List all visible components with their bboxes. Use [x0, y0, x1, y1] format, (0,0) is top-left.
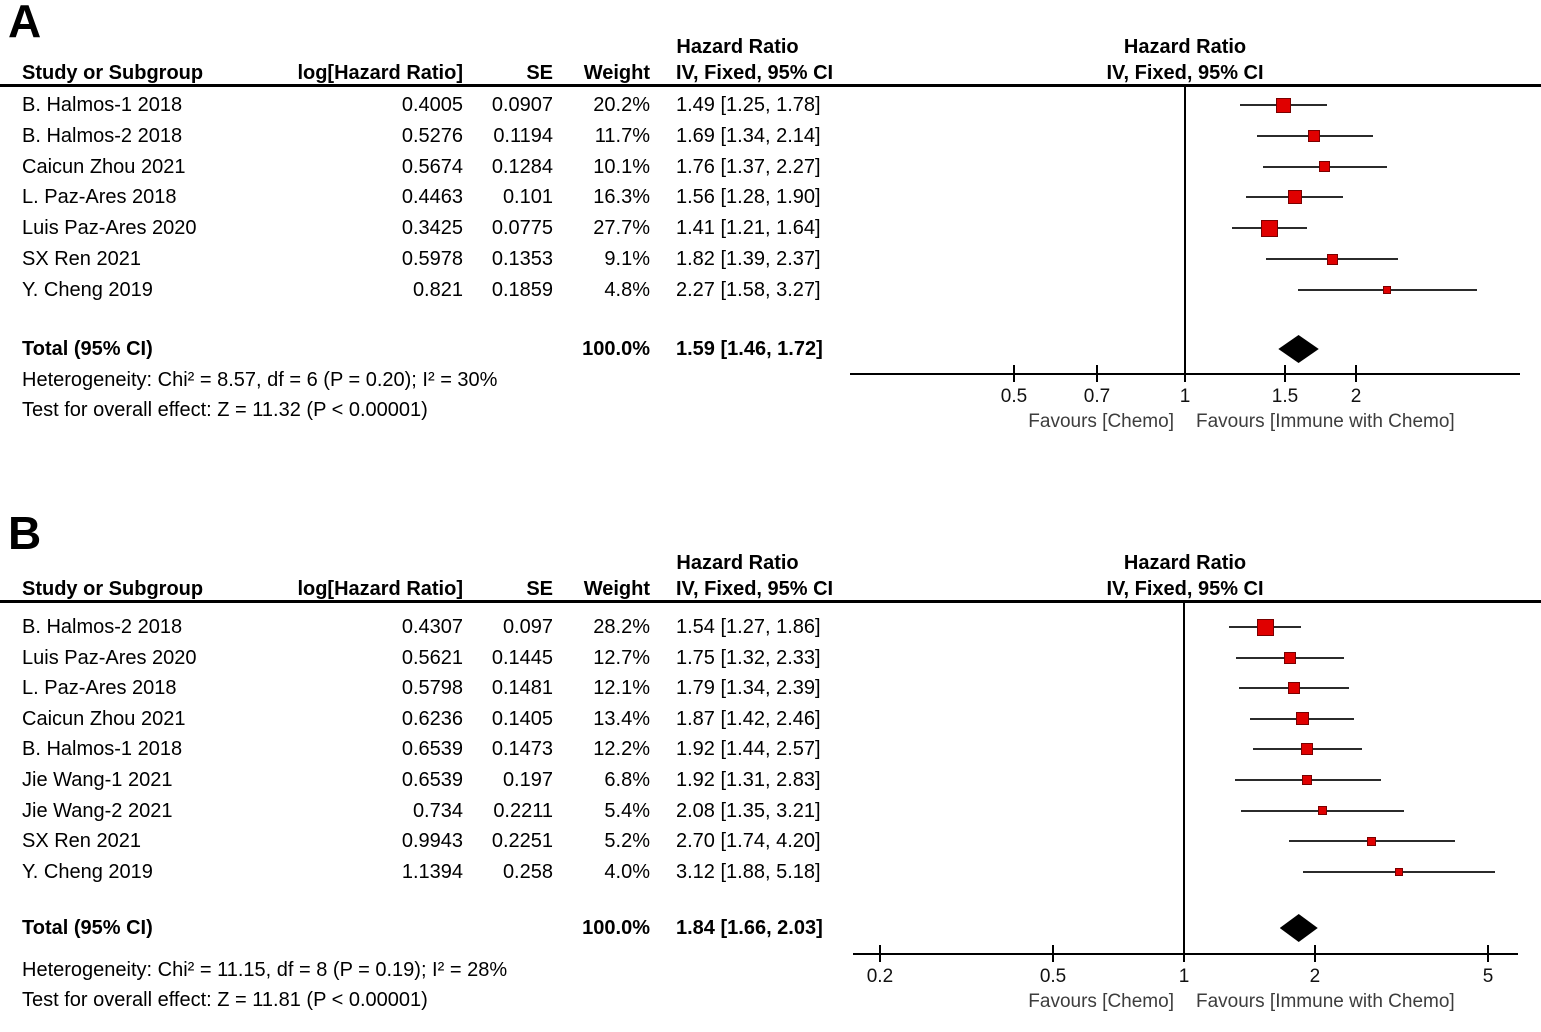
total-label: Total (95% CI) [22, 338, 153, 360]
panel-b [0, 507, 1541, 1032]
se-value: 0.2251 [491, 830, 553, 853]
ci-text: 1.92 [1.44, 2.57] [676, 738, 821, 761]
log-hr-value: 0.9943 [401, 830, 463, 853]
null-line [1183, 603, 1185, 954]
ci-text: 1.56 [1.28, 1.90] [676, 186, 821, 209]
axis-tick-label: 1.5 [1271, 386, 1299, 407]
effect-marker [1261, 220, 1278, 237]
study-name: B. Halmos-1 2018 [22, 738, 183, 761]
se-value: 0.1481 [491, 677, 553, 700]
axis-tick [879, 945, 881, 962]
log-hr-value: 0.5978 [401, 248, 463, 271]
ci-text: 3.12 [1.88, 5.18] [676, 860, 821, 883]
ci-text: 1.49 [1.25, 1.78] [676, 94, 821, 116]
header-underline [0, 84, 1541, 87]
log-hr-value: 0.6236 [401, 707, 463, 730]
axis-line [853, 953, 1518, 955]
col-header-se: SE [526, 578, 553, 600]
plot-subtitle: IV, Fixed, 95% CI [1106, 62, 1264, 84]
study-name: Caicun Zhou 2021 [22, 707, 186, 730]
panel-label: B [8, 507, 42, 559]
ci-text: 1.92 [1.31, 2.83] [676, 769, 821, 791]
col-header-study: Study or Subgroup [22, 62, 204, 84]
panel-label: A [8, 0, 42, 47]
ci-text: 1.79 [1.34, 2.39] [676, 677, 821, 700]
weight-value: 12.7% [593, 646, 650, 669]
hazard-ratio-column-group-title: Hazard Ratio [676, 36, 799, 58]
se-value: 0.101 [502, 186, 553, 209]
log-hr-value: 0.821 [412, 278, 463, 301]
weight-value: 6.8% [604, 769, 650, 791]
effect-marker [1276, 98, 1291, 113]
ci-text: 1.54 [1.27, 1.86] [676, 616, 821, 638]
study-name: L. Paz-Ares 2018 [22, 186, 177, 209]
axis-tick [1052, 945, 1054, 962]
effect-marker [1367, 837, 1376, 846]
effect-marker [1327, 254, 1338, 265]
axis-tick [1314, 945, 1316, 962]
axis-tick [1013, 365, 1015, 382]
axis-tick-label: 0.5 [1000, 386, 1028, 407]
study-name: B. Halmos-2 2018 [22, 616, 183, 638]
log-hr-value: 0.4463 [401, 186, 463, 209]
log-hr-value: 0.6539 [401, 769, 463, 791]
study-name: Jie Wang-1 2021 [22, 769, 173, 791]
se-value: 0.0907 [491, 94, 553, 116]
axis-tick-label: 1 [1178, 966, 1190, 987]
axis-tick [1183, 945, 1185, 962]
axis-tick [1184, 365, 1186, 382]
axis-tick [1487, 945, 1489, 962]
weight-value: 13.4% [593, 707, 650, 730]
study-name: L. Paz-Ares 2018 [22, 677, 177, 700]
overall-effect-text: Test for overall effect: Z = 11.81 (P < 0.00001) [22, 989, 428, 1011]
effect-marker [1301, 743, 1313, 755]
ci-text: 1.41 [1.21, 1.64] [676, 217, 821, 240]
axis-tick [1284, 365, 1286, 382]
panel-a [0, 0, 1541, 470]
weight-value: 16.3% [593, 186, 650, 209]
weight-value: 5.2% [604, 830, 650, 853]
se-value: 0.1473 [491, 738, 553, 761]
effect-marker [1395, 868, 1403, 876]
se-value: 0.1445 [491, 646, 553, 669]
total-diamond [1280, 914, 1318, 942]
study-name: SX Ren 2021 [22, 248, 141, 271]
weight-value: 10.1% [593, 155, 650, 178]
weight-value: 4.0% [604, 860, 650, 883]
effect-marker [1302, 775, 1312, 785]
hazard-ratio-column-group-title: Hazard Ratio [676, 552, 799, 574]
weight-value: 27.7% [593, 217, 650, 240]
se-value: 0.258 [502, 860, 553, 883]
weight-value: 12.1% [593, 677, 650, 700]
se-value: 0.097 [502, 616, 553, 638]
effect-marker [1318, 806, 1327, 815]
effect-marker [1383, 286, 1391, 294]
log-hr-value: 0.4307 [401, 616, 463, 638]
study-name: SX Ren 2021 [22, 830, 141, 853]
col-header-weight: Weight [583, 62, 650, 84]
effect-marker [1288, 682, 1300, 694]
axis-tick [1096, 365, 1098, 382]
se-value: 0.1859 [491, 278, 553, 301]
effect-marker [1296, 712, 1309, 725]
effect-marker [1257, 619, 1274, 636]
effect-marker [1288, 190, 1302, 204]
axis-tick-label: 5 [1482, 966, 1494, 987]
plot-title: Hazard Ratio [1123, 552, 1247, 574]
weight-value: 5.4% [604, 799, 650, 822]
ci-text: 1.82 [1.39, 2.37] [676, 248, 821, 271]
effect-marker [1319, 161, 1330, 172]
plot-subtitle: IV, Fixed, 95% CI [1106, 578, 1264, 600]
null-line [1184, 87, 1186, 374]
favours-right-label: Favours [Immune with Chemo] [1196, 411, 1455, 432]
log-hr-value: 0.4005 [401, 94, 463, 116]
total-label: Total (95% CI) [22, 917, 153, 939]
log-hr-value: 0.5798 [401, 677, 463, 700]
overall-effect-text: Test for overall effect: Z = 11.32 (P < 0.00001) [22, 399, 428, 421]
log-hr-value: 0.3425 [401, 217, 463, 240]
axis-tick-label: 1 [1179, 386, 1191, 407]
study-name: Y. Cheng 2019 [22, 278, 153, 301]
col-header-study: Study or Subgroup [22, 578, 204, 600]
col-header-ci: IV, Fixed, 95% CI [676, 62, 834, 84]
ci-text: 2.70 [1.74, 4.20] [676, 830, 821, 853]
axis-tick-label: 0.2 [866, 966, 894, 987]
total-ci-text: 1.59 [1.46, 1.72] [676, 338, 823, 360]
log-hr-value: 0.6539 [401, 738, 463, 761]
plot-title: Hazard Ratio [1123, 36, 1247, 58]
ci-text: 1.75 [1.32, 2.33] [676, 646, 821, 669]
axis-tick-label: 2 [1350, 386, 1362, 407]
study-name: Luis Paz-Ares 2020 [22, 217, 197, 240]
log-hr-value: 1.1394 [401, 860, 463, 883]
weight-value: 11.7% [594, 124, 650, 147]
log-hr-value: 0.5674 [401, 155, 463, 178]
ci-text: 2.08 [1.35, 3.21] [676, 799, 821, 822]
se-value: 0.1405 [491, 707, 553, 730]
total-diamond [1278, 335, 1318, 363]
log-hr-value: 0.5621 [401, 646, 463, 669]
study-name: Y. Cheng 2019 [22, 860, 153, 883]
ci-text: 1.76 [1.37, 2.27] [676, 155, 821, 178]
study-name: B. Halmos-2 2018 [22, 124, 183, 147]
ci-text: 1.69 [1.34, 2.14] [676, 124, 821, 147]
log-hr-value: 0.5276 [401, 124, 463, 147]
axis-tick [1355, 365, 1357, 382]
se-value: 0.1284 [491, 155, 553, 178]
col-header-loghr: log[Hazard Ratio] [297, 62, 463, 84]
se-value: 0.1353 [491, 248, 553, 271]
se-value: 0.0775 [491, 217, 553, 240]
axis-tick-label: 2 [1309, 966, 1321, 987]
col-header-ci: IV, Fixed, 95% CI [676, 578, 834, 600]
total-weight: 100.0% [582, 338, 650, 360]
weight-value: 20.2% [593, 94, 650, 116]
weight-value: 9.1% [604, 248, 650, 271]
ci-text: 1.87 [1.42, 2.46] [676, 707, 821, 730]
heterogeneity-text: Heterogeneity: Chi² = 8.57, df = 6 (P = 0.20); I² = 30% [22, 369, 498, 391]
col-header-se: SE [526, 62, 553, 84]
study-name: Caicun Zhou 2021 [22, 155, 186, 178]
favours-right-label: Favours [Immune with Chemo] [1196, 991, 1455, 1012]
favours-left-label: Favours [Chemo] [1028, 411, 1174, 432]
se-value: 0.1194 [493, 124, 553, 147]
col-header-loghr: log[Hazard Ratio] [297, 578, 463, 600]
weight-value: 4.8% [604, 278, 650, 301]
se-value: 0.2211 [493, 799, 553, 822]
log-hr-value: 0.734 [412, 799, 463, 822]
weight-value: 28.2% [593, 616, 650, 638]
study-name: B. Halmos-1 2018 [22, 94, 183, 116]
heterogeneity-text: Heterogeneity: Chi² = 11.15, df = 8 (P = 0.19); I² = 28% [22, 959, 508, 981]
effect-marker [1284, 652, 1296, 664]
total-weight: 100.0% [582, 917, 650, 939]
col-header-weight: Weight [583, 578, 650, 600]
total-ci-text: 1.84 [1.66, 2.03] [676, 917, 823, 939]
axis-tick-label: 0.5 [1039, 966, 1067, 987]
study-name: Luis Paz-Ares 2020 [22, 646, 197, 669]
se-value: 0.197 [502, 769, 553, 791]
ci-text: 2.27 [1.58, 3.27] [676, 278, 821, 301]
effect-marker [1308, 130, 1320, 142]
study-name: Jie Wang-2 2021 [22, 799, 173, 822]
weight-value: 12.2% [593, 738, 650, 761]
axis-tick-label: 0.7 [1083, 386, 1111, 407]
header-underline [0, 600, 1541, 603]
favours-left-label: Favours [Chemo] [1028, 991, 1174, 1012]
